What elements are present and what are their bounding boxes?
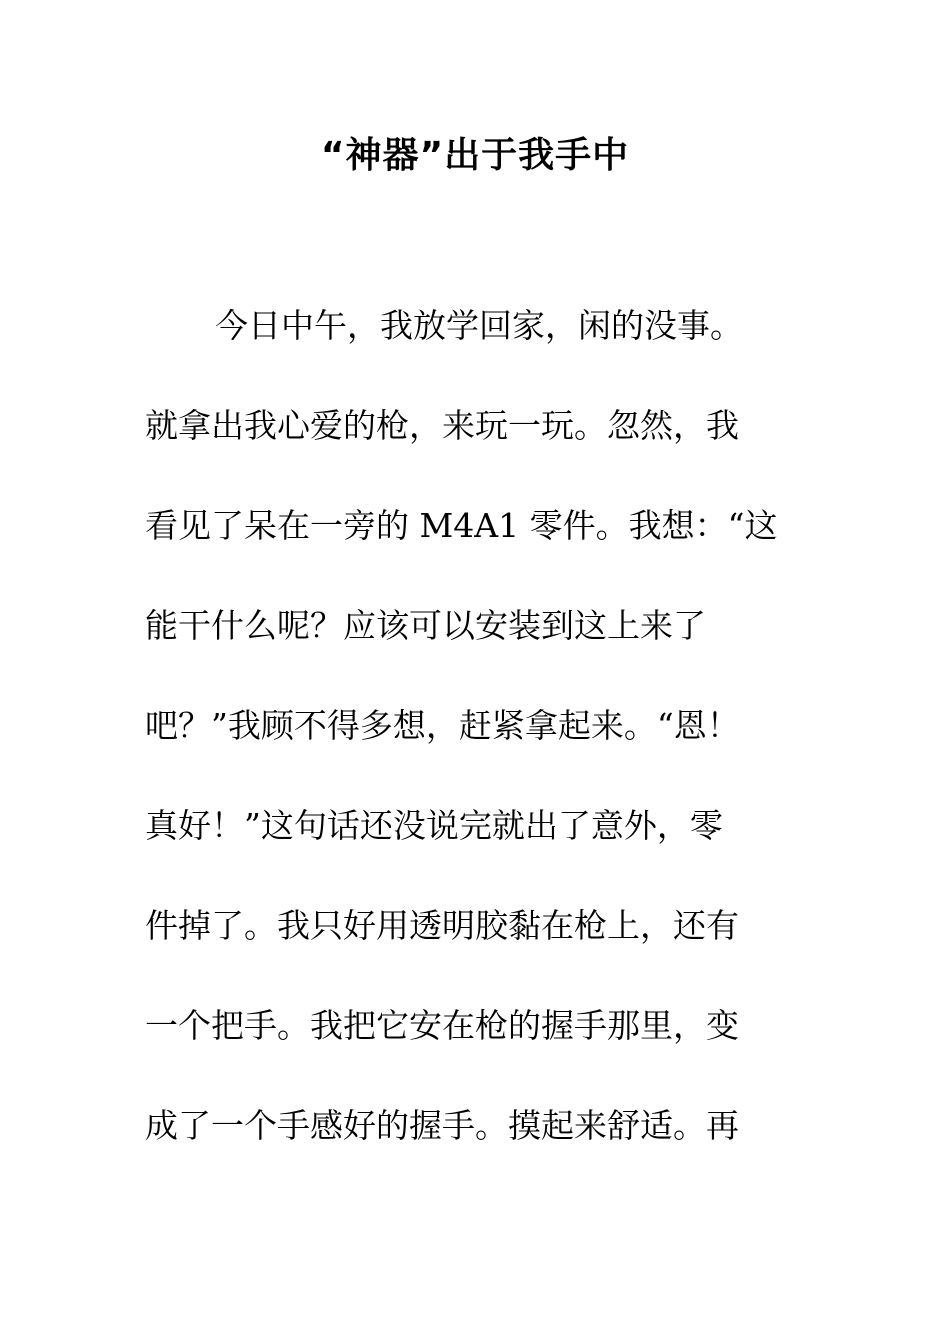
- text-line: 能干什么呢？应该可以安装到这上来了: [145, 606, 706, 645]
- document-title: “神器”出于我手中: [320, 135, 630, 176]
- text-line: 吧？”我顾不得多想，赶紧拿起来。“恩！: [145, 706, 740, 745]
- text-line: 看见了呆在一旁的 M4A1 零件。我想：“这: [145, 506, 778, 545]
- text-line: 成了一个手感好的握手。摸起来舒适。再: [145, 1106, 739, 1145]
- text-line: 就拿出我心爱的枪，来玩一玩。忽然，我: [145, 406, 739, 445]
- text-line: 真好！”这句话还没说完就出了意外，零: [145, 806, 723, 845]
- text-line: 件掉了。我只好用透明胶黏在枪上，还有: [145, 906, 739, 945]
- text-line: 今日中午，我放学回家，闲的没事。: [215, 306, 743, 345]
- text-line: 一个把手。我把它安在枪的握手那里，变: [145, 1006, 739, 1045]
